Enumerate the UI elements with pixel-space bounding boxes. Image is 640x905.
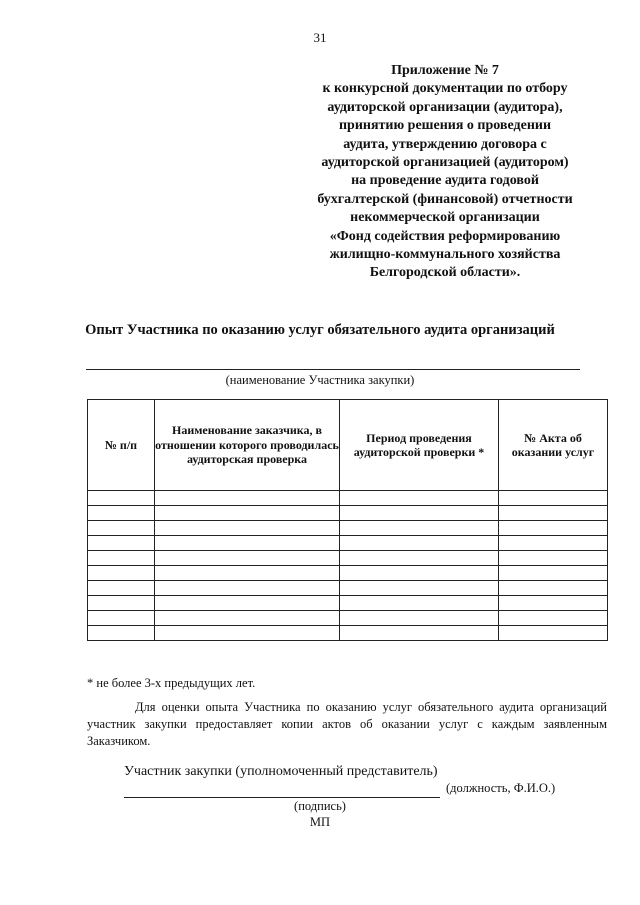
document-title: Опыт Участника по оказанию услуг обязательного аудита организаций: [85, 322, 555, 338]
table-row: [88, 506, 608, 521]
appendix-line: аудита, утверждению договора с: [343, 136, 547, 152]
table-cell: [88, 566, 155, 581]
table-cell: [340, 611, 499, 626]
appendix-line: «Фонд содействия реформированию: [329, 228, 561, 244]
table-cell: [499, 596, 608, 611]
table-cell: [155, 536, 340, 551]
table-cell: [88, 626, 155, 641]
table-row: [88, 581, 608, 596]
table-cell: [340, 626, 499, 641]
appendix-line: к конкурсной документации по отбору: [322, 81, 568, 97]
appendix-line: Приложение № 7: [391, 63, 499, 78]
table-cell: [499, 551, 608, 566]
table-cell: [499, 491, 608, 506]
header-customer: Наименование заказчика, в отношении которого проводилась аудиторская проверка: [155, 400, 340, 491]
footnote: * не более 3-х предыдущих лет.: [87, 676, 256, 690]
table-cell: [340, 506, 499, 521]
table-cell: [88, 491, 155, 506]
table-cell: [155, 506, 340, 521]
page-number: 31: [313, 30, 327, 45]
table-row: [88, 536, 608, 551]
table-cell: [499, 506, 608, 521]
instruction-paragraph: Для оценки опыта Участника по оказанию услуг обязательного аудита организаций участник закупки предоставляет копии актов об оказании услуг с каждым заявленным Заказчиком.: [87, 700, 607, 748]
table-cell: [88, 596, 155, 611]
table-cell: [499, 536, 608, 551]
table-cell: [340, 521, 499, 536]
table-cell: [155, 611, 340, 626]
appendix-header: [290, 62, 600, 283]
signature-label: Участник закупки (уполномоченный представитель): [124, 764, 438, 779]
table-cell: [340, 596, 499, 611]
signature-caption: (подпись): [294, 799, 346, 813]
table-cell: [88, 536, 155, 551]
table-row: [88, 611, 608, 626]
header-number: № п/п: [88, 400, 155, 491]
appendix-line: жилищно-коммунального хозяйства: [329, 247, 561, 263]
table-row: [88, 551, 608, 566]
table-cell: [499, 521, 608, 536]
table-cell: [499, 611, 608, 626]
participant-name-line: [86, 369, 580, 370]
table-row: [88, 566, 608, 581]
table-cell: [499, 581, 608, 596]
table-cell: [88, 551, 155, 566]
table-row: [88, 596, 608, 611]
appendix-line: на проведение аудита годовой: [351, 173, 539, 189]
table-cell: [88, 506, 155, 521]
table-cell: [155, 551, 340, 566]
table-header-row: [88, 400, 608, 491]
table-cell: [155, 581, 340, 596]
table-cell: [155, 626, 340, 641]
signature-line: [124, 797, 440, 798]
table-cell: [340, 566, 499, 581]
table-row: [88, 626, 608, 641]
experience-table: [87, 399, 608, 641]
table-row: [88, 491, 608, 506]
header-period: Период проведения аудиторской проверки *: [340, 400, 499, 491]
table-cell: [155, 596, 340, 611]
appendix-line: принятию решения о проведении: [338, 118, 552, 134]
table-cell: [340, 551, 499, 566]
stamp-placeholder: МП: [309, 815, 331, 829]
appendix-line: аудиторской организацией (аудитором): [321, 155, 569, 171]
appendix-line: Белгородской области».: [369, 265, 521, 281]
table-row: [88, 521, 608, 536]
position-caption: (должность, Ф.И.О.): [446, 781, 556, 795]
table-cell: [88, 611, 155, 626]
table-cell: [499, 566, 608, 581]
table-cell: [340, 581, 499, 596]
header-act-number: № Акта об оказании услуг: [499, 400, 608, 491]
participant-name-caption: (наименование Участника закупки): [225, 373, 415, 387]
appendix-line: аудиторской организации (аудитора),: [327, 99, 563, 115]
table-cell: [340, 491, 499, 506]
table-cell: [340, 536, 499, 551]
table-cell: [155, 521, 340, 536]
table-cell: [499, 626, 608, 641]
appendix-line: бухгалтерской (финансовой) отчетности: [317, 191, 573, 207]
table-body: [88, 491, 608, 641]
table-cell: [155, 491, 340, 506]
appendix-line: некоммерческой организации: [350, 210, 540, 226]
table-cell: [155, 566, 340, 581]
table-cell: [88, 581, 155, 596]
table-cell: [88, 521, 155, 536]
